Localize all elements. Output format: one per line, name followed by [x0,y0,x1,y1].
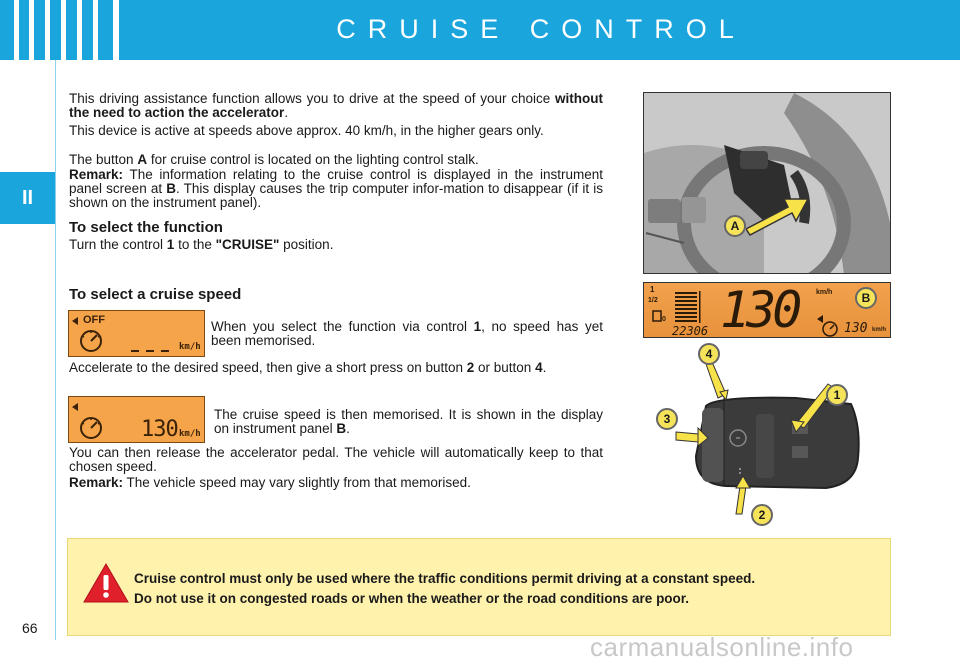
header-stripe [93,0,98,60]
warning-line-2: Do not use it on congested roads or when the weather or the road conditions are poor. [134,591,690,606]
select-speed-remark: Remark: The vehicle speed may vary slightly from that memorised. [69,475,471,490]
panel-unit: km/h [816,289,833,296]
header-stripe [61,0,66,60]
stalk-label-4: 4 [698,343,720,365]
warning-box [67,538,891,636]
panel-cruise-speed: 130 [844,321,868,336]
stalk-label-1: 1 [826,384,848,406]
lcd-display-off [68,310,205,357]
steering-wheel-illustration [644,93,891,274]
panel-speed: 130 [720,281,799,339]
chapter-tab[interactable]: II [0,172,55,224]
intro-paragraph-3: The button A for cruise control is located on the lighting control stalk. [69,152,479,167]
intro-remark: Remark: The information relating to the cruise control is displayed in the instrument panel screen at B. This display causes the trip computer infor-mation to disappear (if it is shown on the instrument panel). [69,167,604,210]
select-function-text: Turn the control 1 to the "CRUISE" position. [69,237,334,252]
select-speed-text-2: Accelerate to the desired speed, then give a short press on button 2 or button 4. [69,360,547,375]
control-stalk-diagram [646,346,896,526]
label-a: A [724,215,746,237]
select-function-heading: To select the function [69,219,223,236]
memorised-speed: 130 [141,417,178,442]
lcd-unit: km/h [179,429,201,439]
warning-triangle-icon [82,561,130,605]
fuel-full-label: 1 [650,285,655,294]
header-stripe [45,0,50,60]
select-speed-heading: To select a cruise speed [69,286,242,303]
fuel-empty-label: 0 [662,316,666,323]
lcd-unit: km/h [179,342,201,352]
instrument-panel-display [643,282,891,338]
header-stripe [113,0,119,60]
stalk-label-3: 3 [656,408,678,430]
select-speed-text-1: When you select the function via control 1, no speed has yet been memorised. [211,319,604,348]
panel-odometer: 22306 [672,324,709,338]
steering-stalk-photo [643,92,891,274]
side-divider [55,60,56,640]
page-header [0,0,960,60]
panel-cruise-unit: km/h [872,327,887,333]
off-status: OFF [83,314,105,326]
select-speed-text-3: The cruise speed is then memorised. It is shown in the display on instrument panel B. [214,407,603,436]
warning-line-1: Cruise control must only be used where the traffic conditions permit driving at a constant speed. [134,571,756,586]
page-number: 66 [22,620,38,636]
arrow-to-button-a [746,191,816,241]
intro-paragraph-2: This device is active at speeds above approx. 40 km/h, in the higher gears only. [69,123,544,138]
page-title: CRUISE CONTROL [336,14,746,44]
label-b: B [855,287,877,309]
watermark: carmanualsonline.info [590,632,854,662]
header-stripe [29,0,34,60]
stalk-label-2: 2 [751,504,773,526]
select-speed-text-4: You can then release the accelerator pedal. The vehicle will automatically keep to that chosen speed. [69,445,603,474]
intro-paragraph-1: This driving assistance function allows you to drive at the speed of your choice without the need to action the accelerator. [69,91,603,120]
header-stripe [77,0,82,60]
lcd-display-memorised [68,396,205,443]
header-stripe [14,0,19,60]
fuel-half-label: 1/2 [648,297,658,304]
